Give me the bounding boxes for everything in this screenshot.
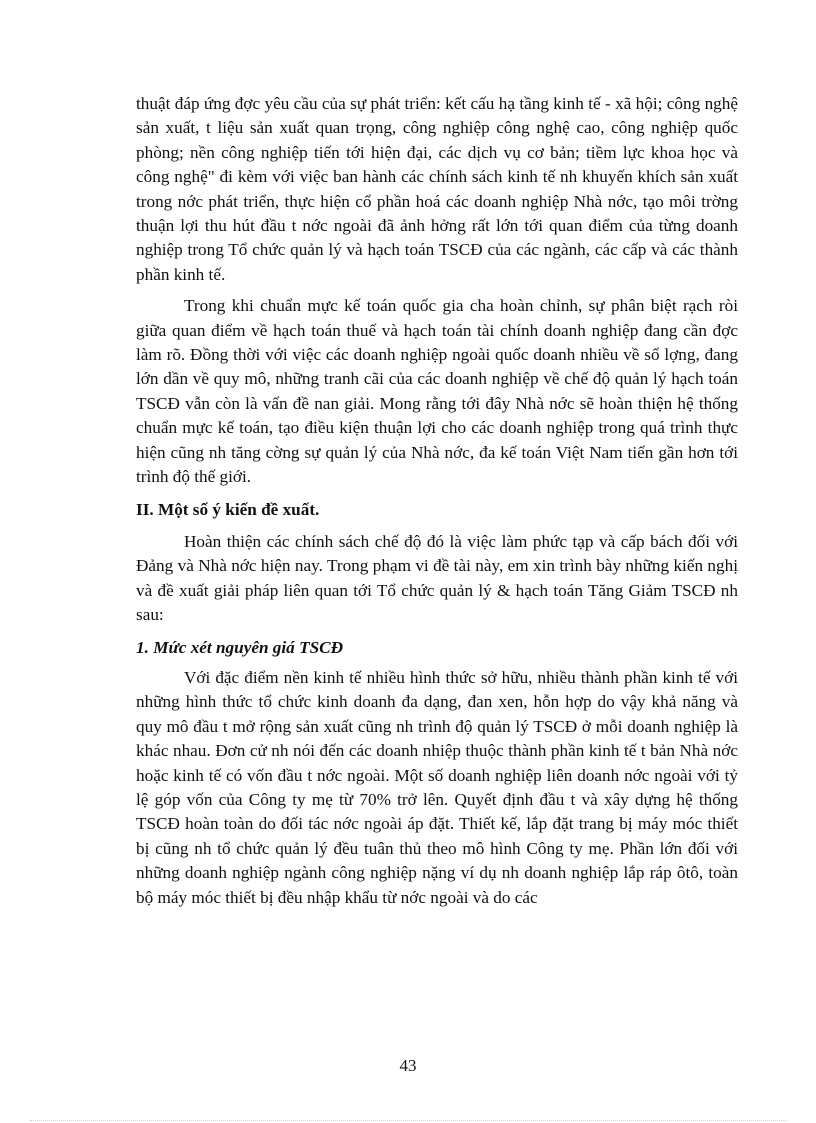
paragraph-accounting-standards: Trong khi chuẩn mực kế toán quốc gia cha hoàn chỉnh, sự phân biệt rạch ròi giữa quan điểm về hạch toán thuế và hạch toán tài chính doanh nghiệp đang cần đợc làm rõ. Đồng thời với việc các doanh nghiệp ngoài quốc doanh nhiều về số lợng, đang lớn dần về quy mô, những tranh cãi của các doanh nghiệp về chế độ quản lý hạch toán TSCĐ vẫn còn là vấn đề nan giải. Mong rằng tới đây Nhà nớc sẽ hoàn thiện hệ thống chuẩn mực kế toán, tạo điều kiện thuận lợi cho các doanh nghiệp trong quá trình thực hiện cũng nh tăng cờng sự quản lý của Nhà nớc, đa kế toán Việt Nam tiến gần hơn tới trình độ thế giới. xyxy=(136,296,738,487)
paragraph-continuation: thuật đáp ứng đợc yêu cầu của sự phát triển: kết cấu hạ tầng kinh tế - xã hội; công nghệ sản xuất, t liệu sản xuất quan trọng, công nghiệp công nghệ cao, công nghiệp quốc phòng; nền công nghiệp tiến tới hiện đại, các dịch vụ cơ bản; tiềm lực khoa học và công nghệ" đi kèm với việc ban hành các chính sách kinh tế nh khuyến khích sản xuất trong nớc phát triển, thực hiện cổ phần hoá các doanh nghiệp Nhà nớc, tạo môi trờng thuận lợi thu hút đầu t nớc ngoài đã ảnh hởng rất lớn tới quan điểm của từng doanh nghiệp trong Tổ chức quản lý và hạch toán TSCĐ của các ngành, các cấp và các thành phần kinh tế. xyxy=(136,94,738,284)
footer-divider xyxy=(30,1120,786,1121)
paragraph-subsection-body: Với đặc điểm nền kinh tế nhiều hình thức sở hữu, nhiều thành phần kinh tế với những hình thức tổ chức kinh doanh đa dạng, đan xen, hỗn hợp do vậy khả năng và quy mô đầu t mở rộng sản xuất cũng nh trình độ quản lý TSCĐ ở mỗi doanh nghiệp là khác nhau. Đơn cử nh nói đến các doanh nhiệp thuộc thành phần kinh tế t bản Nhà nớc hoặc kinh tế có vốn đầu t nớc ngoài. Một số doanh nghiệp liên doanh nớc ngoài với tỷ lệ góp vốn của Công ty mẹ từ 70% trở lên. Quyết định đầu t và xây dựng hệ thống TSCĐ hoàn toàn do đối tác nớc ngoài áp đặt. Thiết kế, lắp đặt trang bị máy móc thiết bị cũng nh tổ chức quản lý đều tuân thủ theo mô hình Công ty mẹ. Phần lớn đối với những doanh nghiệp ngành công nghiệp nặng ví dụ nh doanh nghiệp lắp ráp ôtô, toàn bộ máy móc thiết bị đều nhập khẩu từ nớc ngoài và do các xyxy=(136,667,738,907)
subsection-heading: 1. Mức xét nguyên giá TSCĐ xyxy=(136,637,344,657)
document-page xyxy=(136,92,738,910)
section-heading: II. Một số ý kiến đề xuất. xyxy=(136,499,320,519)
paragraph-section-intro: Hoàn thiện các chính sách chế độ đó là việc làm phức tạp và cấp bách đối với Đảng và Nhà nớc hiện nay. Trong phạm vi đề tài này, em xin trình bày những kiến nghị và đề xuất giải pháp liên quan tới Tổ chức quản lý & hạch toán Tăng Giảm TSCĐ nh sau: xyxy=(136,531,738,625)
page-number: 43 xyxy=(399,1056,417,1075)
